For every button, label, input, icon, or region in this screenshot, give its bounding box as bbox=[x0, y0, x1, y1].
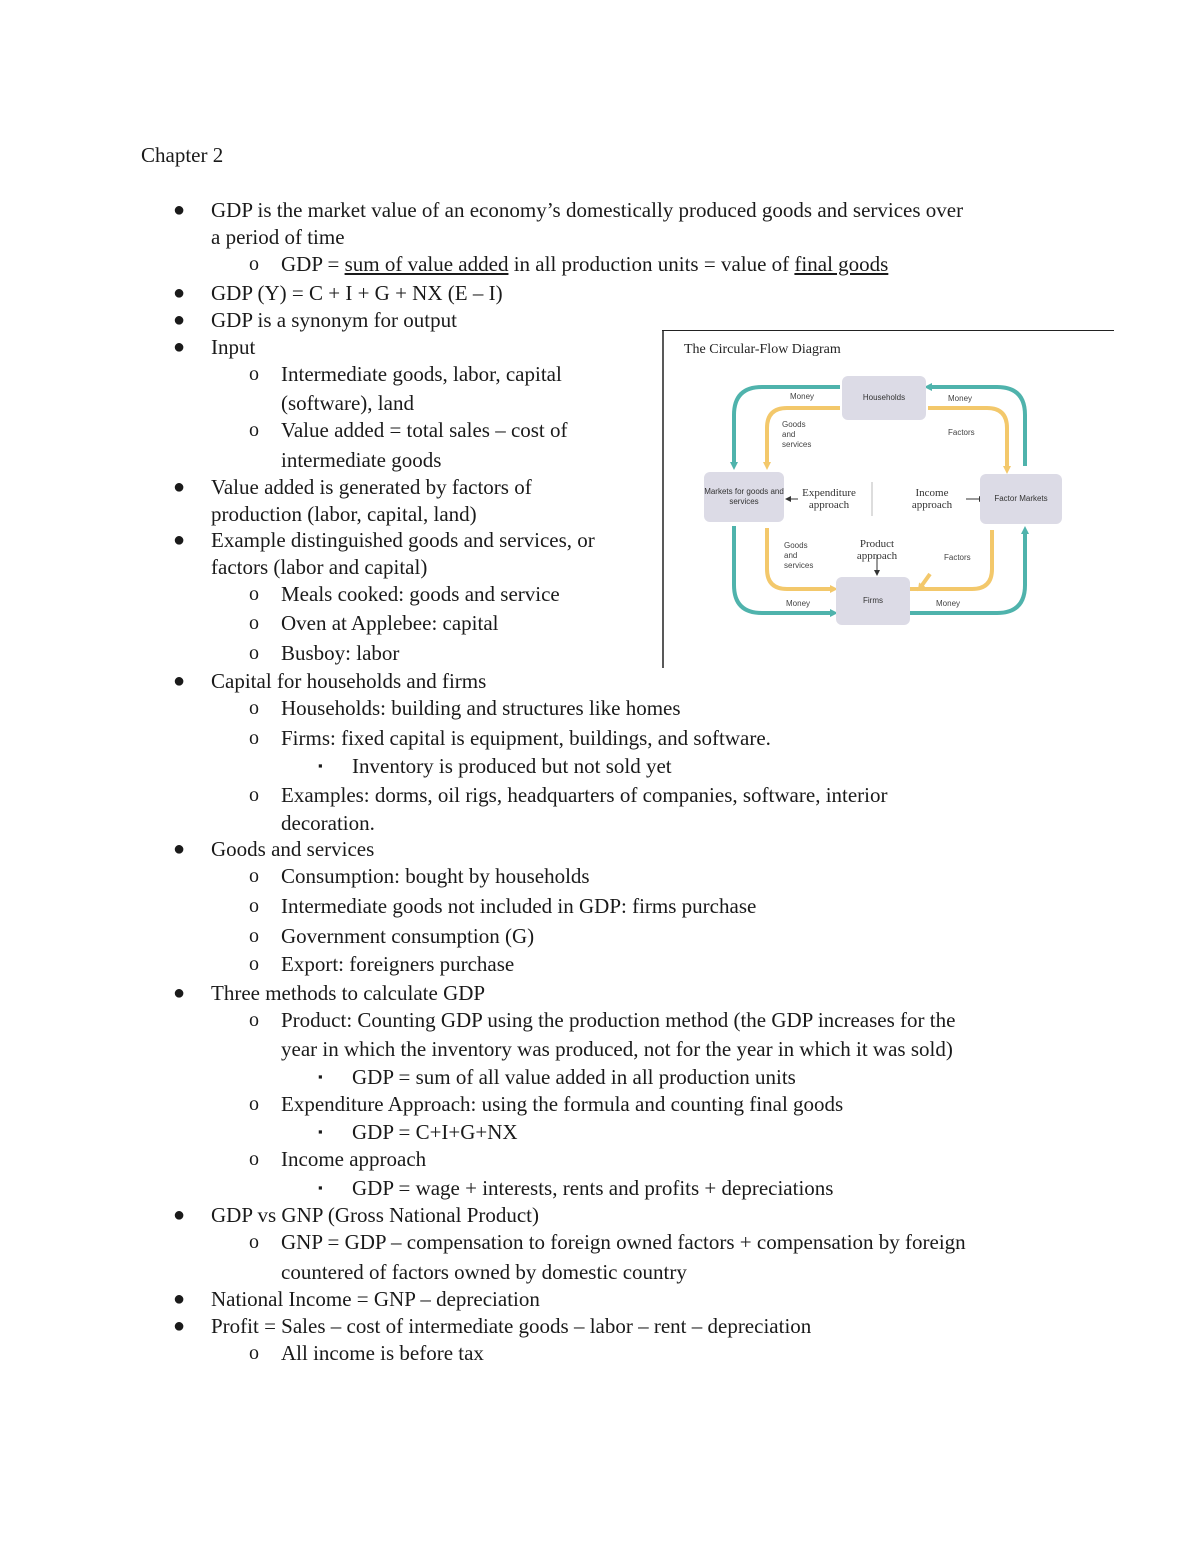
sub-marker: o bbox=[249, 642, 259, 664]
gdp-definition: GDP is the market value of an economy’s domestically produced goods and services over bbox=[211, 198, 964, 222]
label-money-bottom-right: Money bbox=[936, 599, 961, 608]
sub-marker: o bbox=[249, 419, 259, 441]
money-flow-bottom-right bbox=[910, 530, 1025, 613]
sum-of-value-added: sum of value added bbox=[344, 252, 509, 276]
expenditure-approach: Expenditure Approach: using the formula and counting final goods bbox=[281, 1092, 844, 1116]
page-title: Chapter 2 bbox=[141, 143, 224, 167]
example-heading-cont: factors (labor and capital) bbox=[211, 555, 428, 579]
diagram-title: The Circular-Flow Diagram bbox=[684, 342, 841, 357]
sub-marker: o bbox=[249, 363, 259, 385]
gnp-equation-cont: countered of factors owned by domestic country bbox=[281, 1260, 687, 1284]
bullet-marker: ● bbox=[173, 838, 186, 860]
gdp-output: GDP is a synonym for output bbox=[211, 308, 457, 332]
input-item-a: Intermediate goods, labor, capital bbox=[281, 362, 562, 386]
sub-marker: o bbox=[249, 253, 259, 275]
sub-marker: o bbox=[249, 612, 259, 634]
goods-government: Government consumption (G) bbox=[281, 924, 535, 948]
label-factors-top: Factors bbox=[948, 428, 975, 437]
goods-consumption: Consumption: bought by households bbox=[281, 864, 590, 888]
expenditure-approach-label: Expenditure approach bbox=[802, 487, 856, 511]
input-item-b-cont: intermediate goods bbox=[281, 448, 442, 472]
bullet-marker: ● bbox=[173, 982, 186, 1004]
sub-sub-marker: ▪ bbox=[318, 758, 323, 773]
label-factors-bottom: Factors bbox=[944, 553, 971, 562]
example-meals: Meals cooked: goods and service bbox=[281, 582, 560, 606]
firms-box: Firms bbox=[836, 577, 910, 625]
bullet-marker: ● bbox=[173, 1204, 186, 1226]
gdp-definition-cont: a period of time bbox=[211, 225, 345, 249]
input-item-a-cont: (software), land bbox=[281, 391, 414, 415]
capital-examples-cont: decoration. bbox=[281, 811, 375, 835]
bullet-marker: ● bbox=[173, 476, 186, 498]
final-goods: final goods bbox=[794, 252, 889, 276]
product-method-cont: year in which the inventory was produced, not for the year in which it was sold) bbox=[281, 1037, 953, 1061]
input-heading: Input bbox=[211, 335, 256, 359]
label-money-top-left: Money bbox=[790, 392, 815, 401]
goods-services-heading: Goods and services bbox=[211, 837, 375, 861]
goods-intermediate: Intermediate goods not included in GDP: firms purchase bbox=[281, 894, 757, 918]
income-approach-label: Income approach bbox=[911, 487, 953, 511]
bullet-marker: ● bbox=[173, 529, 186, 551]
sub-marker: o bbox=[249, 697, 259, 719]
sub-sub-marker: ▪ bbox=[318, 1124, 323, 1139]
sub-marker: o bbox=[249, 865, 259, 887]
example-oven: Oven at Applebee: capital bbox=[281, 611, 499, 635]
label-money-bottom-left: Money bbox=[786, 599, 811, 608]
gnp-equation: GNP = GDP – compensation to foreign owned factors + compensation by foreign bbox=[281, 1230, 966, 1254]
sub-marker: o bbox=[249, 784, 259, 806]
three-methods-heading: Three methods to calculate GDP bbox=[211, 981, 486, 1005]
label-goods-top: Goods and services bbox=[782, 420, 812, 449]
capital-firms: Firms: fixed capital is equipment, buildings, and software. bbox=[281, 726, 771, 750]
circular-flow-diagram bbox=[662, 330, 1114, 668]
product-method: Product: Counting GDP using the production method (the GDP increases for the bbox=[281, 1008, 956, 1032]
bullet-marker: ● bbox=[173, 199, 186, 221]
label-goods-bottom: Goods and services bbox=[784, 541, 814, 570]
sub-marker: o bbox=[249, 895, 259, 917]
sub-sub-marker: ▪ bbox=[318, 1180, 323, 1195]
bullet-marker: ● bbox=[173, 1288, 186, 1310]
capital-heading: Capital for households and firms bbox=[211, 669, 487, 693]
input-item-b: Value added = total sales – cost of bbox=[281, 418, 568, 442]
sub-marker: o bbox=[249, 925, 259, 947]
gdp-vs-gnp: GDP vs GNP (Gross National Product) bbox=[211, 1203, 540, 1227]
capital-households: Households: building and structures like homes bbox=[281, 696, 681, 720]
sub-marker: o bbox=[249, 727, 259, 749]
product-equation: GDP = sum of all value added in all production units bbox=[352, 1065, 796, 1089]
capital-examples: Examples: dorms, oil rigs, headquarters of companies, software, interior bbox=[281, 783, 888, 807]
factors-flow-top bbox=[928, 408, 1007, 470]
factor-markets-box: Factor Markets bbox=[980, 474, 1062, 524]
bullet-marker: ● bbox=[173, 1315, 186, 1337]
goods-export: Export: foreigners purchase bbox=[281, 952, 515, 976]
sub-marker: o bbox=[249, 1148, 259, 1170]
gdp-eq-middle: in all production units = value of bbox=[508, 252, 795, 276]
money-flow-top-right bbox=[928, 387, 1025, 466]
income-before-tax: All income is before tax bbox=[281, 1341, 484, 1365]
gdp-eq-prefix: GDP = bbox=[281, 252, 345, 276]
income-equation: GDP = wage + interests, rents and profits + depreciations bbox=[352, 1176, 834, 1200]
product-approach-label: Product approach bbox=[856, 538, 898, 562]
capital-inventory: Inventory is produced but not sold yet bbox=[352, 754, 672, 778]
sub-sub-marker: ▪ bbox=[318, 1069, 323, 1084]
markets-goods-box: Markets for goods and services bbox=[704, 472, 784, 522]
sub-marker: o bbox=[249, 1342, 259, 1364]
households-box: Households bbox=[842, 376, 926, 420]
sub-marker: o bbox=[249, 1009, 259, 1031]
gdp-value-added-line bbox=[281, 251, 888, 277]
label-money-top-right: Money bbox=[948, 394, 973, 403]
factors-arrowhead-bottom bbox=[920, 574, 930, 588]
expenditure-equation: GDP = C+I+G+NX bbox=[352, 1120, 518, 1144]
bullet-marker: ● bbox=[173, 282, 186, 304]
sub-marker: o bbox=[249, 1231, 259, 1253]
bullet-marker: ● bbox=[173, 670, 186, 692]
sub-marker: o bbox=[249, 953, 259, 975]
bullet-marker: ● bbox=[173, 336, 186, 358]
gdp-formula: GDP (Y) = C + I + G + NX (E – I) bbox=[211, 281, 503, 305]
value-added-generated: Value added is generated by factors of bbox=[211, 475, 532, 499]
sub-marker: o bbox=[249, 583, 259, 605]
example-busboy: Busboy: labor bbox=[281, 641, 400, 665]
sub-marker: o bbox=[249, 1093, 259, 1115]
income-approach: Income approach bbox=[281, 1147, 427, 1171]
national-income: National Income = GNP – depreciation bbox=[211, 1287, 540, 1311]
value-added-generated-cont: production (labor, capital, land) bbox=[211, 502, 477, 526]
profit-equation: Profit = Sales – cost of intermediate goods – labor – rent – depreciation bbox=[211, 1314, 812, 1338]
example-heading: Example distinguished goods and services, or bbox=[211, 528, 595, 552]
bullet-marker: ● bbox=[173, 309, 186, 331]
